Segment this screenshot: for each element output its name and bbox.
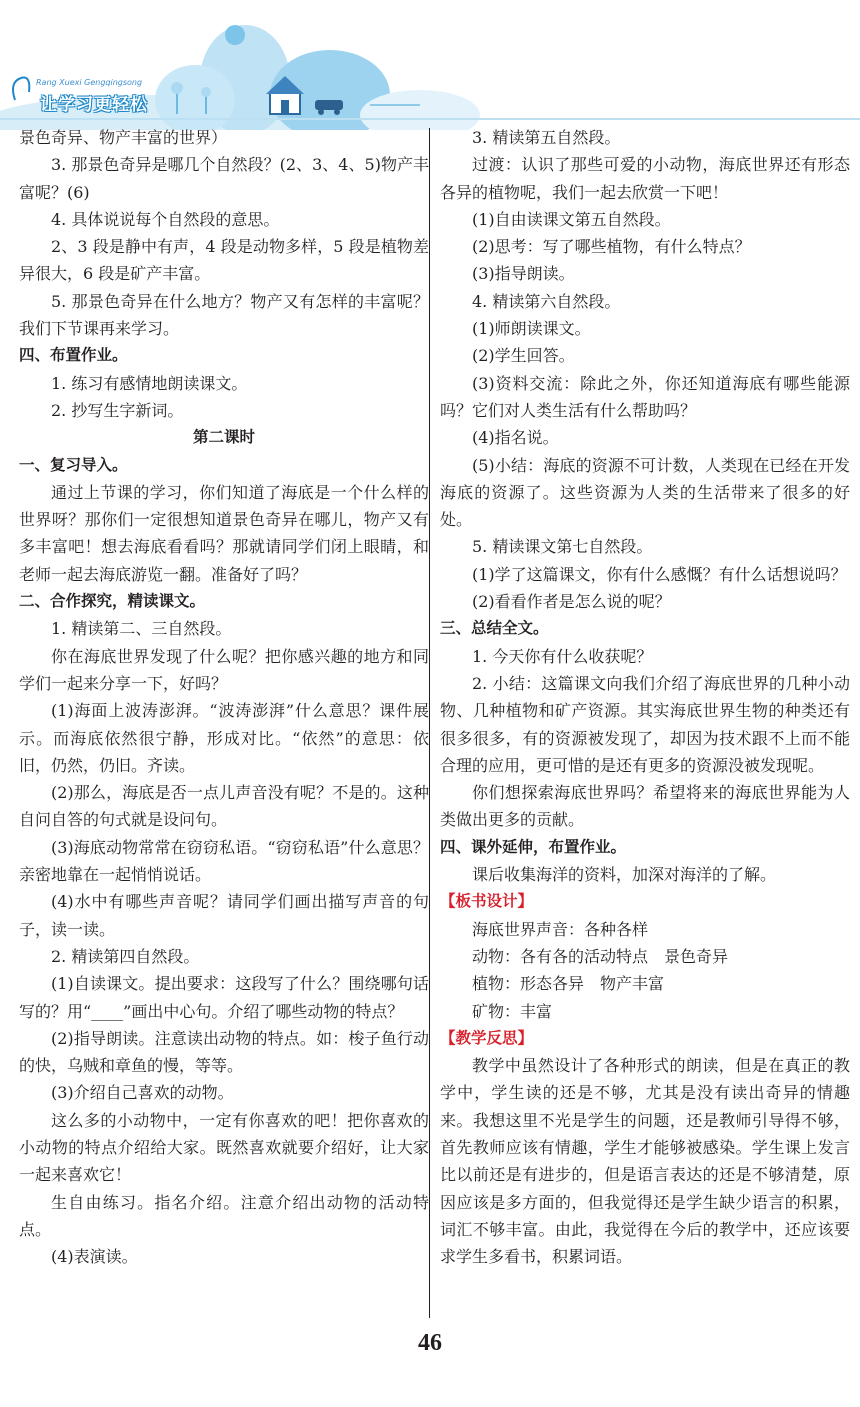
reflection-heading: 【教学反思】 <box>440 1028 534 1047</box>
page-number: 46 <box>418 1330 442 1356</box>
paragraph: 通过上节课的学习，你们知道了海底是一个什么样的世界呀？那你们一定很想知道景色奇异在哪儿，物产又有多丰富吧！想去海底看看吗？那就请同学们闭上眼睛，和老师一起去海底游览一翻。准备好了吗？ <box>19 482 429 584</box>
right-column <box>440 124 850 1270</box>
section-heading: 一、复习导入。 <box>19 455 128 474</box>
paragraph: (2)学生回答。 <box>472 346 575 366</box>
paragraph: 1. 今天你有什么收获呢？ <box>472 646 653 666</box>
paragraph: 你们想探索海底世界吗？希望将来的海底世界能为人类做出更多的贡献。 <box>440 783 850 830</box>
board-line: 植物：形态各异 物产丰富 <box>472 974 665 994</box>
step-heading: 1. 精读第二、三自然段。 <box>51 619 232 639</box>
paragraph: (2)指导朗读。注意读出动物的特点。如：梭子鱼行动的快，乌贼和章鱼的慢，等等。 <box>19 1028 429 1076</box>
step-heading: 2. 精读第四自然段。 <box>51 946 200 966</box>
paragraph: 生自由练习。指名介绍。注意介绍出动物的活动特点。 <box>19 1192 429 1239</box>
section-heading: 四、课外延伸，布置作业。 <box>440 837 627 856</box>
column-divider <box>429 128 430 1318</box>
section-heading: 二、合作探究，精读课文。 <box>19 592 206 611</box>
paragraph: (1)自由读课文第五自然段。 <box>472 209 671 229</box>
question-4: 4. 具体说说每个自然段的意思。 <box>51 209 280 229</box>
homework-item: 2. 抄写生字新词。 <box>51 400 184 420</box>
step-heading: 3. 精读第五自然段。 <box>472 128 621 147</box>
paragraph: (2)思考：写了哪些植物，有什么特点？ <box>472 237 751 257</box>
paragraph: (5)小结：海底的资源不可计数，人类现在已经在开发海底的资源了。这些资源为人类的生活带来了很多的好处。 <box>440 455 850 530</box>
logo-pinyin: Rang Xuexi Gengqingsong <box>36 78 143 87</box>
reflection-paragraph: 教学中虽然设计了各种形式的朗读，但是在真正的教学中，学生读的还是不够，尤其是没有读出奇异的情趣来。我想这里不光是学生的问题，还是教师引导得不够，首先教师应该有情趣，学生才能够被感染。学生课上发言比以前还是有进步的，但是语言表达的还是不够清楚，原因应该是多方面的，但我觉得还是学生缺少语言的积累，词汇不够丰富。由此，我觉得在今后的教学中，还应该要求学生多看书，积累词语。 <box>440 1056 850 1267</box>
left-column <box>19 124 429 1270</box>
homework-item: 1. 练习有感情地朗读课文。 <box>51 373 248 393</box>
header-banner <box>0 0 860 130</box>
paragraph: (3)指导朗读。 <box>472 264 575 284</box>
paragraph: (1)师朗读课文。 <box>472 319 591 339</box>
board-line: 动物：各有各的活动特点 景色奇异 <box>472 946 729 966</box>
board-line: 海底世界声音：各种各样 <box>472 919 649 939</box>
paragraph: (1)学了这篇课文，你有什么感慨？有什么话想说吗？ <box>472 564 847 584</box>
section-heading: 四、布置作业。 <box>19 346 128 365</box>
board-line: 矿物：丰富 <box>472 1001 553 1021</box>
paragraph: 景色奇异、物产丰富的世界） <box>19 128 228 147</box>
question-3: 3. 那景色奇异是哪几个自然段？(2、3、4、5)物产丰富呢？(6) <box>19 155 429 202</box>
paragraph: 课后收集海洋的资料，加深对海洋的了解。 <box>472 865 777 885</box>
paragraph: 你在海底世界发现了什么呢？把你感兴趣的地方和同学们一起来分享一下，好吗？ <box>19 646 429 693</box>
board-design-heading: 【板书设计】 <box>440 892 534 911</box>
paragraph: (2)看看作者是怎么说的呢？ <box>472 592 671 612</box>
paragraph: 过渡：认识了那些可爱的小动物，海底世界还有形态各异的植物呢，我们一起去欣赏一下吧！ <box>440 155 850 202</box>
paragraph: (2)那么，海底是否一点儿声音没有呢？不是的。这种自问自答的句式就是设问句。 <box>19 783 429 830</box>
paragraph: (3)海底动物常常在窃窃私语。“窃窃私语”什么意思？亲密地靠在一起悄悄说话。 <box>19 837 429 885</box>
paragraph: (4)水中有哪些声音呢？请同学们画出描写声音的句子，读一读。 <box>19 892 429 939</box>
paragraph: (1)海面上波涛澎湃。“波涛澎湃”什么意思？课件展示。而海底依然很宁静，形成对比。“依然”的意思：依旧，仍然，仍旧。齐读。 <box>19 701 429 775</box>
paragraph: (4)指名说。 <box>472 428 559 448</box>
paragraph: (4)表演读。 <box>51 1247 138 1267</box>
section-heading: 三、总结全文。 <box>440 619 549 638</box>
logo-text: 让学习更轻松 <box>40 95 148 115</box>
step-heading: 4. 精读第六自然段。 <box>472 291 621 311</box>
paragraph: (3)资料交流：除此之外，你还知道海底有哪些能源吗？它们对人类生活有什么帮助吗？ <box>440 373 850 420</box>
paragraph: (3)介绍自己喜欢的动物。 <box>51 1083 234 1103</box>
paragraph: (1)自读课文。提出要求：这段写了什么？围绕哪句话写的？用“____”画出中心句。介绍了哪些动物的特点？ <box>19 974 429 1021</box>
lesson-title: 第二课时 <box>192 428 255 447</box>
step-heading: 5. 精读课文第七自然段。 <box>472 537 653 557</box>
paragraph: 2. 小结：这篇课文向我们介绍了海底世界的几种小动物、几种植物和矿产资源。其实海底世界生物的种类还有很多很多，有的资源被发现了，却因为技术跟不上而不能合理的应用，更可惜的是还有更多的资源没被发现呢。 <box>440 673 850 775</box>
question-5: 5. 那景色奇异在什么地方？物产又有怎样的丰富呢？我们下节课再来学习。 <box>19 291 429 339</box>
paragraph: 这么多的小动物中，一定有你喜欢的吧！把你喜欢的小动物的特点介绍给大家。既然喜欢就要介绍好，让大家一起来喜欢它！ <box>19 1110 429 1185</box>
paragraph: 2、3 段是静中有声，4 段是动物多样，5 段是植物差异很大，6 段是矿产丰富。 <box>19 237 429 284</box>
